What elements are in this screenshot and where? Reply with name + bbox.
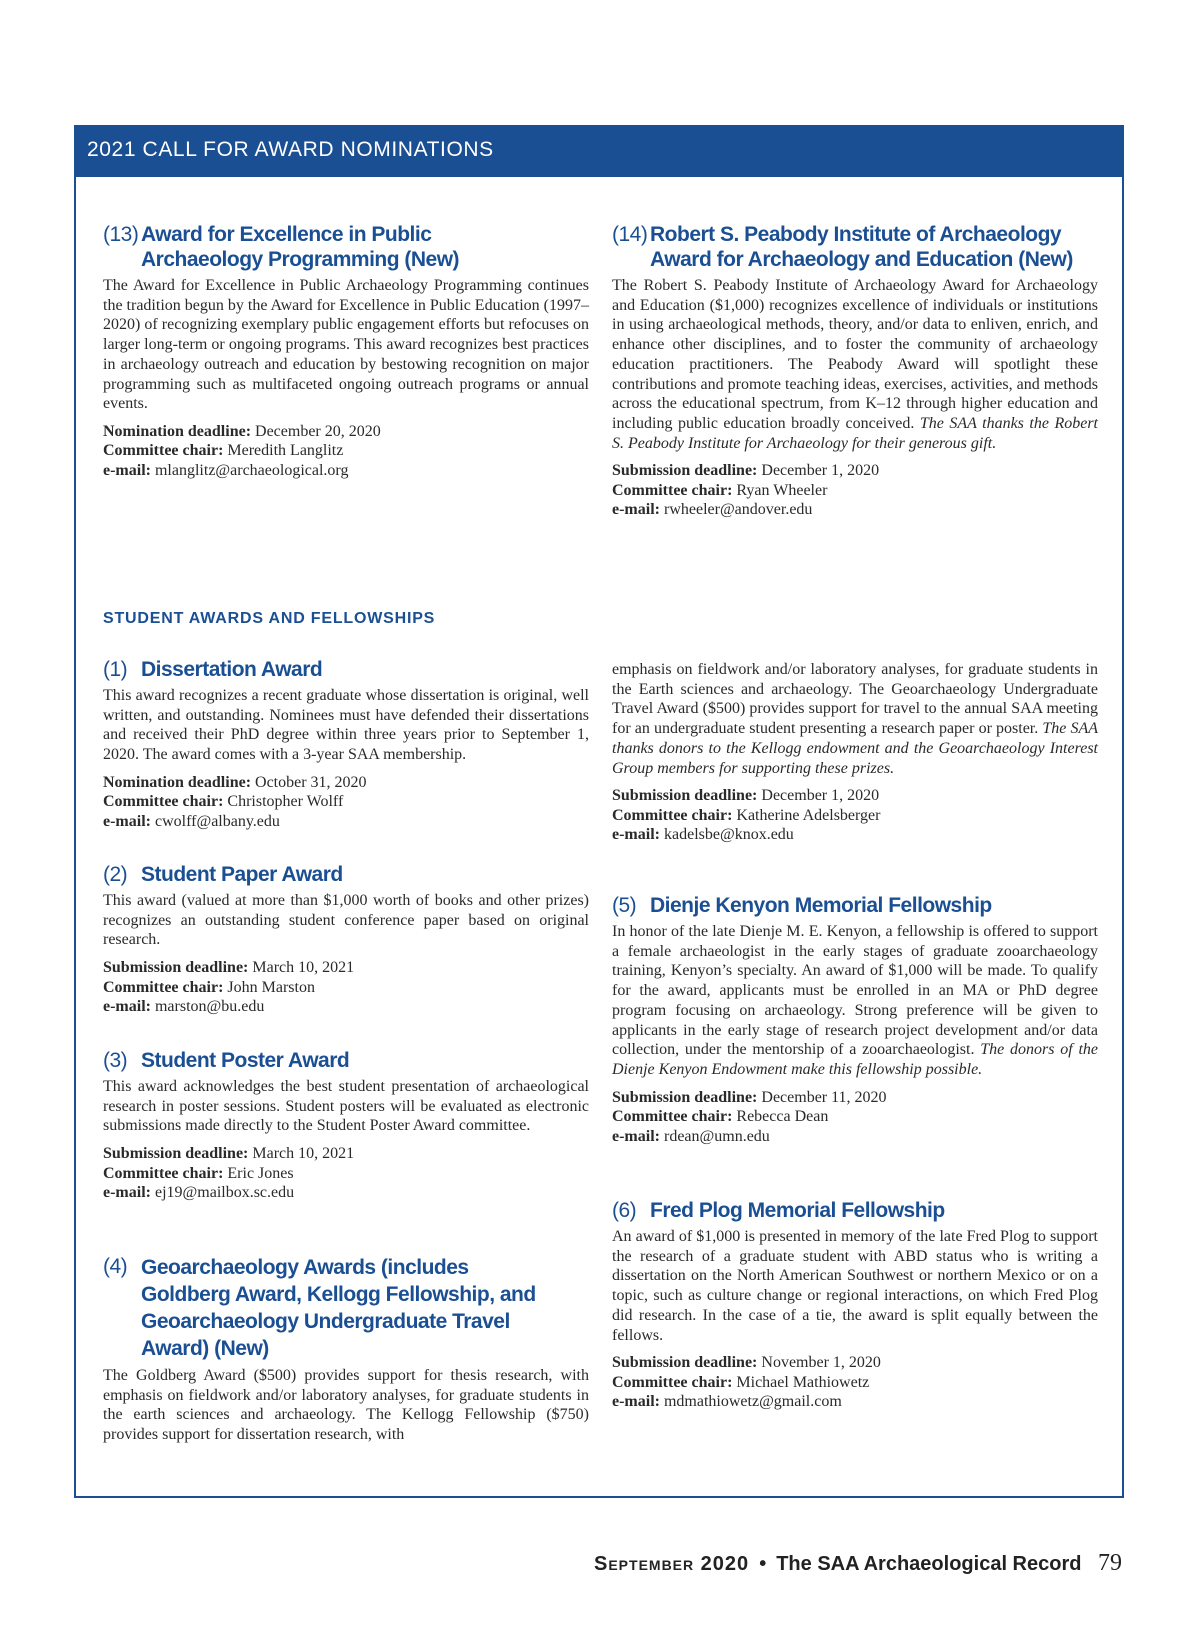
chair-value: Katherine Adelsberger <box>736 806 881 824</box>
award-number: (13) <box>103 223 139 246</box>
chair-label: Committee chair: <box>103 978 224 996</box>
footer-bullet: • <box>759 1553 767 1575</box>
page-footer <box>594 1553 1081 1576</box>
chair-label: Committee chair: <box>612 1373 733 1391</box>
award-title: Robert S. Peabody Institute of Archaeology Award for Archaeology and Education (New) <box>650 223 1073 271</box>
award-heading <box>103 862 589 887</box>
deadline-value: December 1, 2020 <box>761 462 880 480</box>
deadline-label: Submission deadline: <box>612 1354 758 1372</box>
award-contact <box>612 1353 1098 1412</box>
deadline-label: Nomination deadline: <box>103 773 252 791</box>
deadline-value: December 11, 2020 <box>761 1088 887 1106</box>
deadline-label: Submission deadline: <box>103 1145 249 1163</box>
student-award-6 <box>612 1198 1098 1412</box>
award-number: (5) <box>612 894 637 917</box>
award-description-text: The Robert S. Peabody Institute of Archaeology Award for Archaeology and Education ($1,000) recognizes excellence of individuals or institutions in using archaeological methods, theory, and/or data to enliven, enrich, and enhance other disciplines, and to foster the community of archaeology education practitioners. The Peabody Award will spotlight these contributions and promote teaching ideas, exercises, activities, and methods across the educational spectrum, from K–12 through higher education and including public education broadly conceived. <box>612 277 1098 432</box>
award-contact <box>612 1088 1098 1147</box>
award-heading <box>103 657 589 682</box>
chair-value: Christopher Wolff <box>227 793 344 811</box>
chair-value: Meredith Langlitz <box>227 442 344 460</box>
email-link[interactable]: kadelsbe@knox.edu <box>663 826 794 844</box>
email-link[interactable]: marston@bu.edu <box>154 998 265 1016</box>
email-label: e-mail: <box>612 501 660 519</box>
award-description-text: In honor of the late Dienje M. E. Kenyon, a fellowship is offered to support a female archaeologist in the early stages of graduate zooarchaeology training, Kenyon’s specialty. An award of $1,000 will be made. To qualify for the award, applicants must be enrolled in an MA or PhD degree program focusing on archaeology. Strong preference will be given to applicants in the early stage of research project development and/or data collection, under the mentorship of a zooarchaeologist. <box>612 923 1098 1059</box>
email-link[interactable]: rwheeler@andover.edu <box>663 501 813 519</box>
award-title: Fred Plog Memorial Fellowship <box>650 1199 945 1222</box>
deadline-value: December 1, 2020 <box>761 787 880 805</box>
award-heading <box>612 893 1098 918</box>
award-heading <box>103 222 589 272</box>
award-number: (2) <box>103 863 128 886</box>
chair-label: Committee chair: <box>103 442 224 460</box>
publication-name: The SAA Archaeological Record <box>776 1553 1082 1575</box>
award-description-text: emphasis on fieldwork and/or laboratory analyses, for graduate students in the Earth sciences and archaeology. The Geoarchaeology Undergraduate Travel Award ($500) provides support for travel to the annual SAA meeting for an undergraduate student presenting a research paper or poster. <box>612 661 1098 738</box>
award-description: This award acknowledges the best student presentation of archaeological research in poster sessions. Student posters will be evaluated as electronic submissions made directly to the Student Poster Award committee. <box>103 1078 589 1135</box>
award-heading <box>103 1048 589 1073</box>
student-award-4 <box>103 1254 589 1445</box>
email-label: e-mail: <box>103 998 151 1016</box>
award-number: (4) <box>103 1255 128 1278</box>
award-description <box>612 922 1098 1080</box>
award-number: (1) <box>103 658 128 681</box>
deadline-label: Submission deadline: <box>612 462 758 480</box>
email-link[interactable]: cwolff@albany.edu <box>154 812 280 830</box>
banner-title: 2021 CALL FOR AWARD NOMINATIONS <box>87 138 494 161</box>
award-heading <box>103 1254 589 1362</box>
award-title: Student Paper Award <box>141 863 343 886</box>
chair-label: Committee chair: <box>103 793 224 811</box>
award-contact <box>612 461 1098 520</box>
award-credit: The SAA thanks the Robert S. Peabody Institute for Archaeology for their generous gift. <box>612 414 1099 452</box>
award-title: Student Poster Award <box>141 1049 350 1072</box>
award-heading <box>612 222 1098 272</box>
award-14 <box>612 222 1098 520</box>
deadline-value: December 20, 2020 <box>255 422 381 440</box>
chair-label: Committee chair: <box>103 1164 224 1182</box>
page-number: 79 <box>1098 1550 1122 1576</box>
email-link[interactable]: rdean@umn.edu <box>663 1127 770 1145</box>
award-description: The Goldberg Award ($500) provides support for thesis research, with emphasis on fieldwork and/or laboratory analyses, for graduate students in the earth sciences and archaeology. The Kellogg Fellowship ($750) provides support for dissertation research, with <box>103 1367 589 1444</box>
deadline-label: Nomination deadline: <box>103 422 252 440</box>
student-award-5 <box>612 893 1098 1146</box>
award-credit: The SAA thanks donors to the Kellogg endowment and the Geoarchaeology Interest Group members for supporting these prizes. <box>612 720 1099 777</box>
deadline-label: Submission deadline: <box>612 1088 758 1106</box>
email-label: e-mail: <box>103 461 151 479</box>
student-award-4-continued <box>612 660 1098 845</box>
issue-date: September 2020 <box>594 1553 750 1575</box>
deadline-value: October 31, 2020 <box>255 773 367 791</box>
email-label: e-mail: <box>103 1184 151 1202</box>
award-description: This award recognizes a recent graduate whose dissertation is original, well written, and outstanding. Nominees must have defended their dissertations and received their PhD degree within three years prior to September 1, 2020. The award comes with a 3-year SAA membership. <box>103 687 589 764</box>
award-description: This award (valued at more than $1,000 worth of books and other prizes) recognizes an outstanding student conference paper based on original research. <box>103 892 589 949</box>
deadline-value: November 1, 2020 <box>761 1354 881 1372</box>
award-description <box>612 276 1098 453</box>
award-title: Dissertation Award <box>141 658 323 681</box>
student-section-title: STUDENT AWARDS AND FELLOWSHIPS <box>103 610 436 627</box>
email-link[interactable]: mdmathiowetz@gmail.com <box>663 1393 842 1411</box>
chair-value: John Marston <box>227 978 315 996</box>
section-banner <box>74 125 1124 177</box>
award-contact <box>103 422 589 481</box>
deadline-value: March 10, 2021 <box>252 959 355 977</box>
chair-value: Ryan Wheeler <box>736 481 828 499</box>
deadline-value: March 10, 2021 <box>252 1145 355 1163</box>
award-number: (14) <box>612 223 648 246</box>
award-contact <box>103 773 589 832</box>
email-label: e-mail: <box>103 812 151 830</box>
award-title: Dienje Kenyon Memorial Fellowship <box>650 894 992 917</box>
award-title: Award for Excellence in Public Archaeology Programming (New) <box>141 223 460 271</box>
award-contact <box>103 1144 589 1203</box>
award-number: (6) <box>612 1199 637 1222</box>
email-link[interactable]: ej19@mailbox.sc.edu <box>154 1184 295 1202</box>
award-13 <box>103 222 589 480</box>
student-award-2 <box>103 862 589 1017</box>
award-number: (3) <box>103 1049 128 1072</box>
chair-value: Michael Mathiowetz <box>736 1373 870 1391</box>
chair-label: Committee chair: <box>612 1108 733 1126</box>
award-description-continued <box>612 660 1098 778</box>
deadline-label: Submission deadline: <box>612 787 758 805</box>
award-contact <box>612 786 1098 845</box>
chair-label: Committee chair: <box>612 806 733 824</box>
award-description: The Award for Excellence in Public Archaeology Programming continues the tradition begun by the Award for Excellence in Public Education (1997–2020) of recognizing exemplary public engagement efforts but refocuses on larger long-term or ongoing programs. This award recognizes best practices in archaeology outreach and education by bestowing recognition on major programming such as multifaceted ongoing outreach programs or annual events. <box>103 277 589 413</box>
chair-label: Committee chair: <box>612 481 733 499</box>
chair-value: Eric Jones <box>227 1164 294 1182</box>
student-award-3 <box>103 1048 589 1203</box>
award-description: An award of $1,000 is presented in memory of the late Fred Plog to support the research of a graduate student with ABD status who is writing a dissertation on the North American Southwest or northern Mexico or on a topic, such as culture change or regional interactions, on which Fred Plog did research. In the case of a tie, the award is split equally between the fellows. <box>612 1228 1098 1344</box>
deadline-label: Submission deadline: <box>103 959 249 977</box>
award-title: Geoarchaeology Awards (includes Goldberg Award, Kellogg Fellowship, and Geoarchaeology Undergraduate Travel Award) (New) <box>141 1256 536 1360</box>
chair-value: Rebecca Dean <box>736 1108 829 1126</box>
award-contact <box>103 958 589 1017</box>
award-credit: The donors of the Dienje Kenyon Endowment make this fellowship possible. <box>612 1041 1098 1078</box>
email-label: e-mail: <box>612 826 660 844</box>
email-link[interactable]: mlanglitz@archaeological.org <box>154 461 349 479</box>
award-heading <box>612 1198 1098 1223</box>
email-label: e-mail: <box>612 1127 660 1145</box>
email-label: e-mail: <box>612 1393 660 1411</box>
student-award-1 <box>103 657 589 831</box>
